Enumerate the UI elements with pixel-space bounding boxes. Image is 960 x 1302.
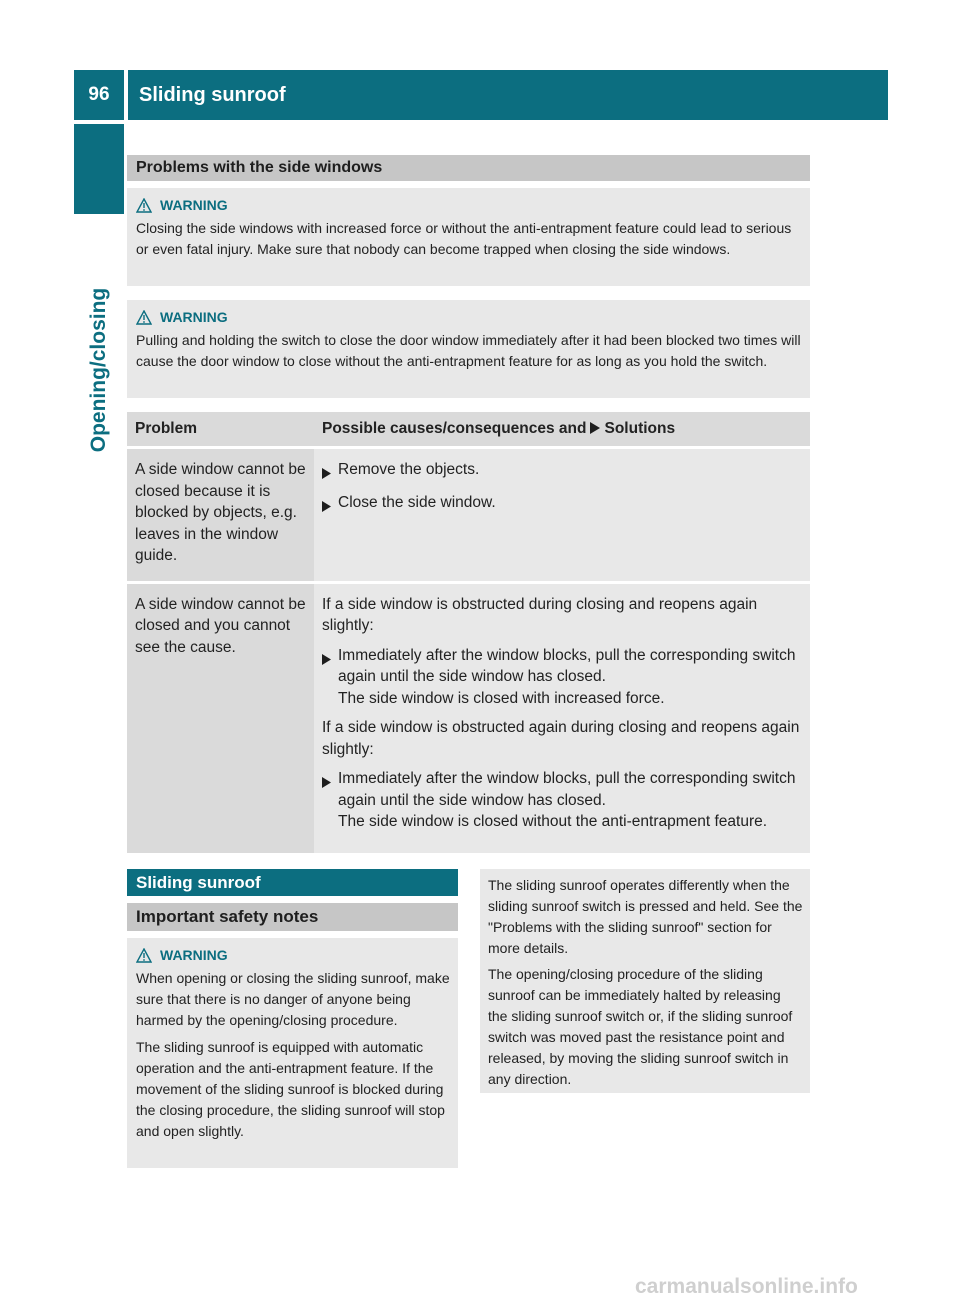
problem-cell: A side window cannot be closed because it is blocked by objects, e.g. leaves in the window guide. <box>127 448 314 583</box>
side-tab <box>74 220 124 520</box>
step-item <box>322 768 802 833</box>
step-item <box>322 459 802 486</box>
step-text: Immediately after the window blocks, pull the corresponding switch again until the side window has closed. <box>338 646 796 685</box>
arrow-right-icon <box>322 654 331 665</box>
warning-text: When opening or closing the sliding sunroof, make sure that there is no danger of anyone being harmed by the opening/closing procedure. <box>136 970 450 1028</box>
step-item <box>322 645 802 710</box>
table-row <box>127 448 810 583</box>
warning-label: WARNING <box>160 946 228 963</box>
warning-heading <box>136 946 452 964</box>
side-block <box>74 124 124 214</box>
info-text: The opening/closing procedure of the sliding sunroof can be immediately halted by releasing the sliding sunroof switch or, if the sliding sunroof switch was moved past the resistance point and released, by moving the sliding sunroof switch in any direction. <box>488 966 793 1087</box>
warning-box-sunroof <box>127 938 458 1168</box>
arrow-right-icon <box>322 501 331 512</box>
warning-triangle-icon <box>136 948 152 963</box>
header-causes <box>314 412 810 448</box>
step-text: Close the side window. <box>338 493 496 511</box>
condition-text: If a side window is obstructed again during closing and reopens again slightly: <box>322 719 800 758</box>
page-number: 96 <box>88 84 110 105</box>
warning-heading <box>136 308 802 326</box>
step-item <box>322 492 802 519</box>
header-causes-suffix: Solutions <box>604 420 676 438</box>
step-text: Immediately after the window blocks, pull the corresponding switch again until the side window has closed. <box>338 770 796 809</box>
warning-box-1 <box>127 188 810 286</box>
info-text: The sliding sunroof operates differently when the sliding sunroof switch is pressed and held. See the "Problems with the sliding sunroof" section for more details. <box>488 877 803 956</box>
header-divider <box>124 70 128 120</box>
running-title: Sliding sunroof <box>139 83 286 106</box>
arrow-right-icon <box>322 468 331 479</box>
table-row <box>127 582 810 854</box>
watermark: carmanualsonline.info <box>635 1275 858 1298</box>
subsection-title-safety: Important safety notes <box>127 903 458 931</box>
section-title-problems: Problems with the side windows <box>127 155 810 181</box>
step-result: The side window is closed without the anti-entrapment feature. <box>338 813 768 830</box>
warning-label: WARNING <box>160 196 228 213</box>
header-causes-prefix: Possible causes/consequences and <box>322 420 587 438</box>
warning-text: Closing the side windows with increased force or without the anti-entrapment feature could lead to serious or even fatal injury. Make sure that nobody can become trapped when closing the side windows. <box>136 220 792 257</box>
warning-heading <box>136 196 802 214</box>
arrow-right-icon <box>322 777 331 788</box>
warning-label: WARNING <box>160 308 228 325</box>
warning-triangle-icon <box>136 198 152 213</box>
solution-cell <box>314 448 810 583</box>
info-box-sunroof <box>480 869 810 1093</box>
condition-text: If a side window is obstructed during closing and reopens again slightly: <box>322 595 758 634</box>
warning-text: The sliding sunroof is equipped with automatic operation and the anti-entrapment feature. If the movement of the sliding sunroof is blocked during the closing procedure, the sliding sunroof will stop and open slightly. <box>136 1039 445 1139</box>
warning-box-2 <box>127 300 810 398</box>
arrow-right-icon <box>590 422 600 434</box>
side-tab-label: Opening/closing <box>87 287 110 453</box>
header-problem: Problem <box>127 412 314 448</box>
step-text: Remove the objects. <box>338 461 480 478</box>
step-result: The side window is closed with increased force. <box>338 689 665 707</box>
problems-table <box>127 412 810 856</box>
warning-text: Pulling and holding the switch to close the door window immediately after it had been blocked two times will cause the door window to close without the anti-entrapment feature for as long as you hold the switch. <box>136 332 801 369</box>
warning-triangle-icon <box>136 310 152 325</box>
section-title-sunroof: Sliding sunroof <box>127 869 458 896</box>
solution-cell <box>314 582 810 854</box>
table-header-row <box>127 412 810 448</box>
problem-cell: A side window cannot be closed and you cannot see the cause. <box>127 582 314 854</box>
